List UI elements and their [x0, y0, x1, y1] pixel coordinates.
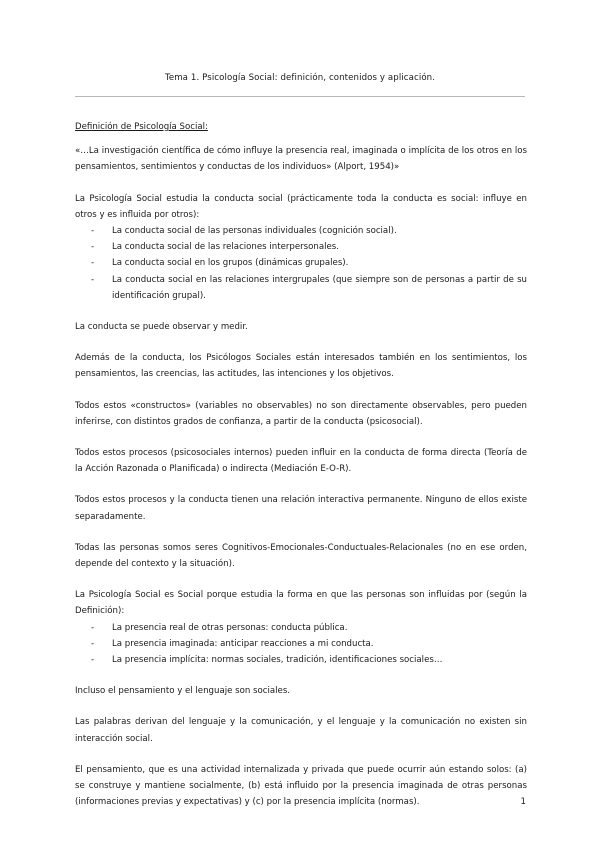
bullet-dash: - [91, 622, 95, 633]
paragraph-interests: Además de la conducta, los Psicólogos Sociales están interesados también en los sentimientos, los pensamientos, las creencias, las actitudes, las intenciones y los objetivos. [75, 353, 527, 380]
paragraph-thinking: El pensamiento, que es una actividad internalizada y privada que puede ocurrir aún estando solos: (a) se construye y mantiene socialmente, (b) está influido por la presencia imaginada de otras personas (informaciones previas y expectativas) y (c) por la presencia implícita (normas). [75, 764, 527, 808]
paragraph-interactive: Todos estos procesos y la conducta tienen una relación interactiva permanente. Ninguno de ellos existe separadamente. [75, 495, 527, 522]
bullet-dash: - [91, 258, 95, 269]
list-item: - La presencia real de otras personas: conducta pública. [75, 620, 527, 636]
bullet-dash: - [91, 242, 95, 253]
list-item: - La conducta social de las relaciones interpersonales. [75, 239, 527, 255]
list-item: - La conducta social de las personas individuales (cognición social). [75, 223, 527, 239]
bullet-dash: - [91, 274, 95, 285]
list-item: - La presencia imaginada: anticipar reacciones a mi conducta. [75, 636, 527, 652]
document-body [75, 119, 527, 826]
list-item: - La presencia implícita: normas sociales, tradición, identificaciones sociales… [75, 652, 527, 668]
bullet-dash: - [91, 638, 95, 649]
paragraph-beings: Todas las personas somos seres Cognitivos-Emocionales-Conductuales-Relacionales (no en ese orden, depende del contexto y la situación). [75, 542, 527, 570]
paragraph-observable: La conducta se puede observar y medir. [75, 322, 248, 333]
bullet-list-conduct-types [75, 223, 527, 304]
list-item: - La conducta social en las relaciones intergrupales (que siempre son de personas a partir de su identificación grupal). [75, 272, 527, 304]
paragraph-words: Las palabras derivan del lenguaje y la comunicación, y el lenguaje y la comunicación no existen sin interacción social. [75, 717, 527, 744]
paragraph-processes: Todos estos procesos (psicosociales internos) pueden influir en la conducta de forma directa (Teoría de la Acción Razonada o Planificada) o indirecta (Mediación E-O-R). [75, 448, 527, 475]
paragraph-intro: La Psicología Social estudia la conducta social (prácticamente toda la conducta es social: influye en otros y es influida por otros): [75, 193, 527, 220]
bullet-list-presence-types [75, 620, 527, 669]
paragraph-quote: «…La investigación científica de cómo influye la presencia real, imaginada o implícita de los otros en los pensamientos, sentimientos y conductas de los individuos» (Alport, 1954)» [75, 146, 527, 173]
section-title: Definición de Psicología Social: [75, 122, 208, 132]
paragraph-social-because: La Psicología Social es Social porque estudia la forma en que las personas son influidas por (según la Definición): [75, 590, 527, 617]
header-divider [75, 96, 525, 97]
page-number: 1 [520, 797, 526, 807]
bullet-dash: - [91, 655, 95, 666]
page-header-title: Tema 1. Psicología Social: definición, contenidos y aplicación. [164, 73, 436, 83]
bullet-dash: - [91, 226, 95, 237]
paragraph-thought-language: Incluso el pensamiento y el lenguaje son sociales. [75, 686, 291, 697]
paragraph-constructs: Todos estos «constructos» (variables no observables) no son directamente observables, pero pueden inferirse, con distintos grados de confianza, a partir de la conducta (psicosocial). [75, 400, 527, 427]
list-item: - La conducta social en los grupos (dinámicas grupales). [75, 255, 527, 271]
